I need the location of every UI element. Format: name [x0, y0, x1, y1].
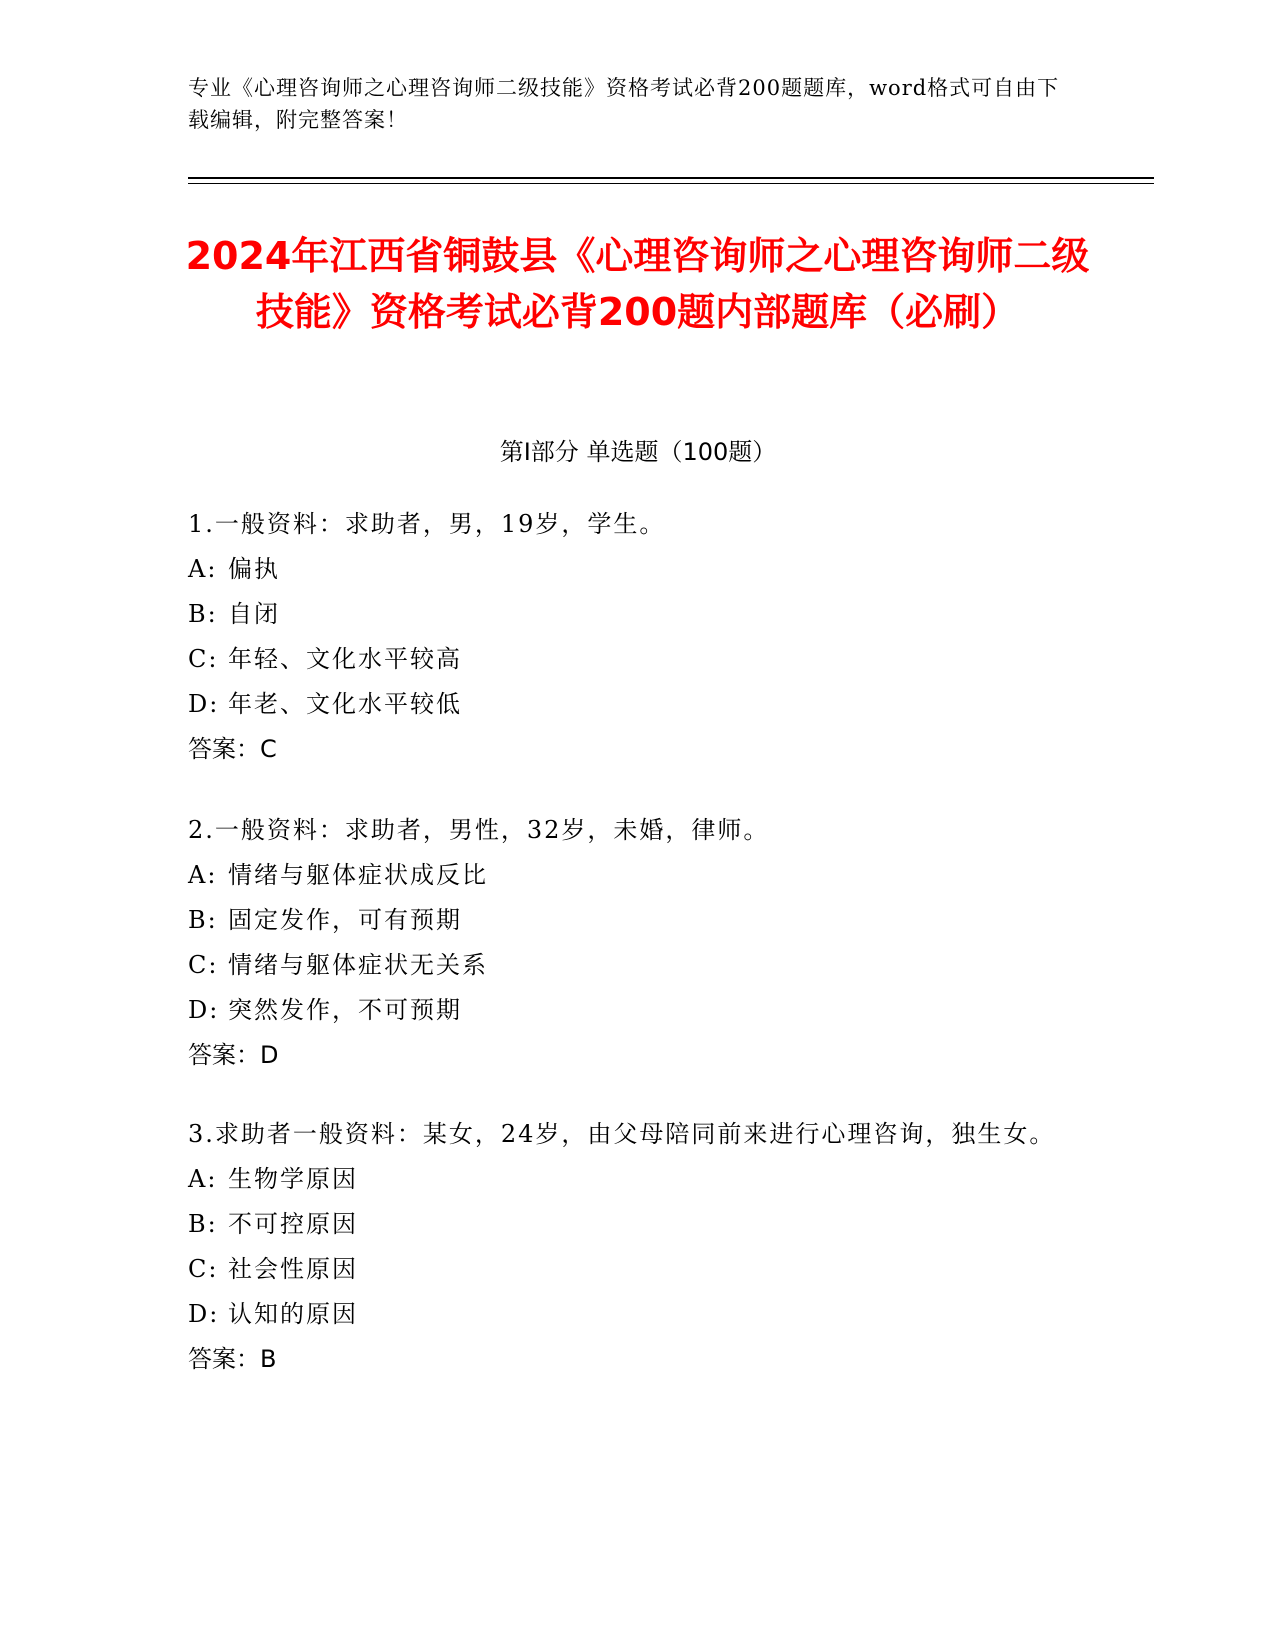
option-text: 不可控原因 [228, 1210, 358, 1238]
option-b [188, 898, 1068, 943]
header-divider-thin [188, 183, 1154, 184]
option-a [188, 1157, 1068, 1202]
question-2 [188, 808, 1068, 1078]
answer-value: D [260, 1041, 279, 1069]
option-d [188, 682, 1068, 727]
option-c [188, 1247, 1068, 1292]
option-c [188, 637, 1068, 682]
option-key: A: [188, 1165, 218, 1193]
question-stem: 1.一般资料：求助者，男，19岁，学生。 [188, 510, 666, 538]
option-key: C: [188, 645, 219, 673]
answer-line [188, 1337, 1068, 1382]
option-text: 生物学原因 [228, 1165, 358, 1193]
option-key: C: [188, 1255, 219, 1283]
option-key: D: [188, 1300, 220, 1328]
answer-value: C [260, 735, 277, 763]
option-d [188, 988, 1068, 1033]
option-text: 年老、文化水平较低 [228, 690, 462, 718]
answer-label: 答案： [188, 1345, 260, 1373]
section-heading: 第I部分 单选题（100题） [499, 438, 777, 466]
option-b [188, 1202, 1068, 1247]
option-text: 年轻、文化水平较高 [228, 645, 462, 673]
option-text: 自闭 [228, 600, 280, 628]
question-1 [188, 502, 1068, 772]
option-text: 突然发作，不可预期 [228, 996, 462, 1024]
option-text: 情绪与躯体症状成反比 [228, 861, 488, 889]
document-title: 2024年江西省铜鼓县《心理咨询师之心理咨询师二级技能》资格考试必背200题内部题库（必刷） [185, 234, 1090, 334]
option-text: 社会性原因 [228, 1255, 358, 1283]
question-stem: 2.一般资料：求助者，男性，32岁，未婚，律师。 [188, 816, 770, 844]
option-key: D: [188, 996, 220, 1024]
option-d [188, 1292, 1068, 1337]
option-key: A: [188, 861, 218, 889]
option-text: 固定发作，可有预期 [228, 906, 462, 934]
option-text: 情绪与躯体症状无关系 [228, 951, 488, 979]
option-c [188, 943, 1068, 988]
answer-value: B [260, 1345, 277, 1373]
answer-label: 答案： [188, 735, 260, 763]
option-text: 认知的原因 [228, 1300, 358, 1328]
answer-line [188, 1033, 1068, 1078]
question-stem: 3.求助者一般资料：某女，24岁，由父母陪同前来进行心理咨询，独生女。 [188, 1120, 1056, 1148]
answer-line [188, 727, 1068, 772]
option-a [188, 853, 1068, 898]
option-key: C: [188, 951, 219, 979]
option-key: A: [188, 555, 218, 583]
option-a [188, 547, 1068, 592]
option-text: 偏执 [228, 555, 280, 583]
header-note: 专业《心理咨询师之心理咨询师二级技能》资格考试必背200题题库，word格式可自由下载编辑，附完整答案！ [188, 76, 1060, 132]
header-divider-thick [188, 177, 1154, 179]
question-3 [188, 1112, 1068, 1382]
option-key: B: [188, 1210, 218, 1238]
option-key: B: [188, 600, 218, 628]
answer-label: 答案： [188, 1041, 260, 1069]
option-key: B: [188, 906, 218, 934]
option-b [188, 592, 1068, 637]
option-key: D: [188, 690, 220, 718]
